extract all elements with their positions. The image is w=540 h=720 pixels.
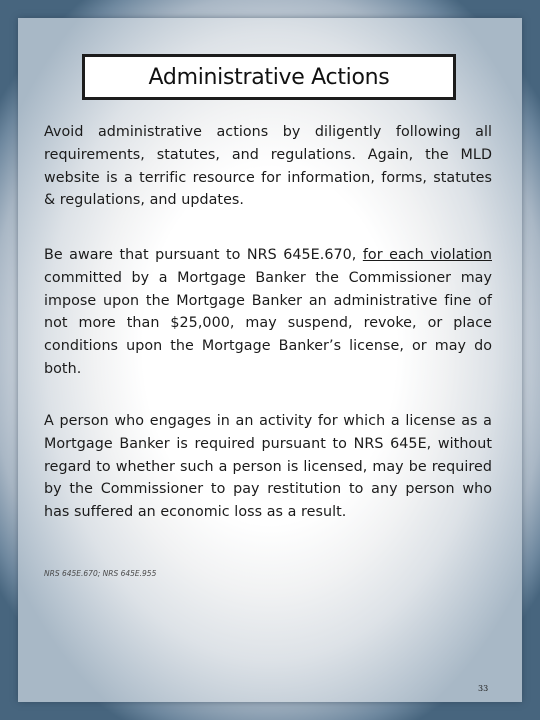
paragraph-fines-lead: Be aware that pursuant to NRS 645E.670, bbox=[44, 247, 363, 263]
underlined-phrase: for each violation bbox=[362, 247, 492, 263]
paragraph-administrative-actions: Avoid administrative actions by diligently following all requirements, statutes, and regulations. Again, the MLD website is a terrific resource for information, forms, statutes & regulations, and updates. bbox=[44, 124, 492, 209]
slide-title: Administrative Actions bbox=[148, 64, 390, 90]
page-number: 33 bbox=[478, 684, 489, 693]
title-box bbox=[82, 54, 456, 100]
paragraph-fines-rest: committed by a Mortgage Banker the Commissioner may impose upon the Mortgage Banker an administrative fine of not more than $25,000, may suspend, revoke, or place conditions upon the Mortgage Banker’s license, or may do both. bbox=[44, 269, 492, 377]
paragraph-fines bbox=[44, 244, 492, 381]
paragraph-restitution: A person who engages in an activity for which a license as a Mortgage Banker is required pursuant to NRS 645E, without regard to whether such a person is licensed, may be required by the Commissioner to pay restitution to any person who has suffered an economic loss as a result. bbox=[44, 413, 492, 521]
statute-citation: NRS 645E.670; NRS 645E.955 bbox=[44, 569, 157, 578]
